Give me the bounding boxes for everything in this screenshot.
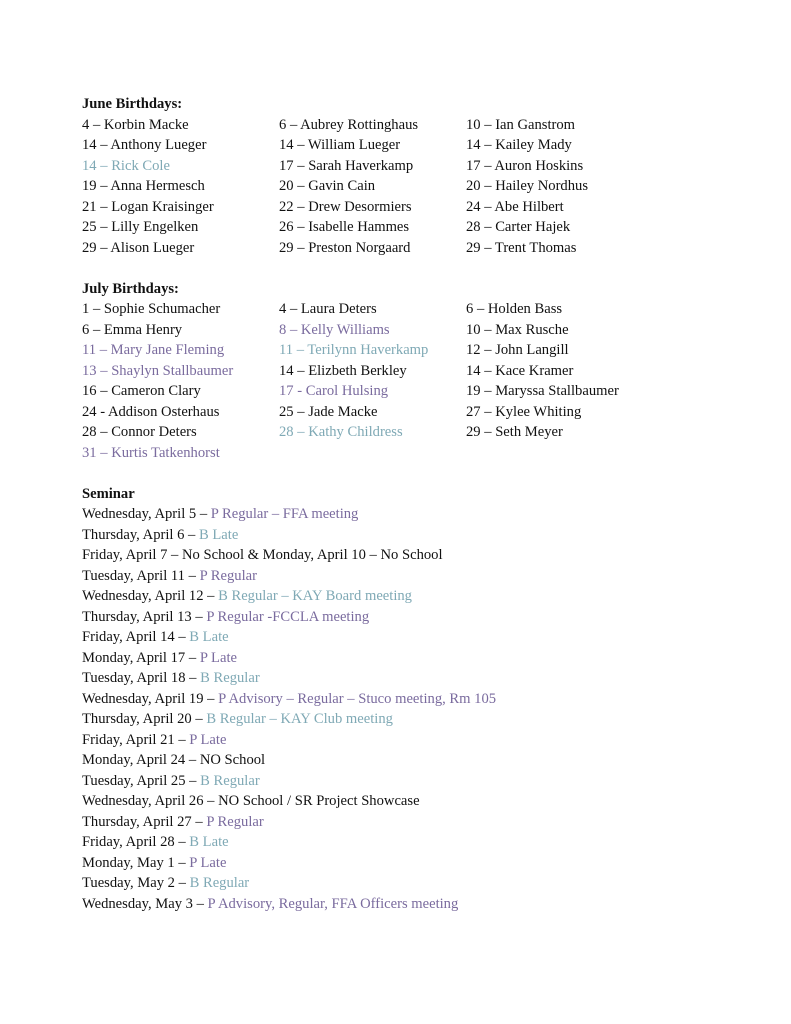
birthday-entry: 22 – Drew Desormiers <box>279 198 412 215</box>
seminar-detail: B Late <box>199 526 239 543</box>
seminar-detail: P Advisory, Regular, FFA Officers meeting <box>207 895 459 912</box>
seminar-row <box>82 504 762 525</box>
birthday-entry: 24 – Abe Hilbert <box>466 198 564 215</box>
seminar-detail: P Advisory – Regular – Stuco meeting, Rm 105 <box>218 690 497 707</box>
birthday-entry: 4 – Laura Deters <box>279 301 377 317</box>
seminar-detail: B Regular <box>200 772 260 789</box>
seminar-row <box>82 545 762 566</box>
birthday-entry: 28 – Connor Deters <box>82 424 197 440</box>
birthday-entry: 14 – Kailey Mady <box>466 137 572 153</box>
section-spacer <box>82 258 762 279</box>
seminar-date: Wednesday, April 12 – <box>82 588 219 604</box>
birthday-entry: 17 – Sarah Haverkamp <box>279 157 414 174</box>
seminar-detail: P Late <box>189 854 227 871</box>
seminar-date: Thursday, April 27 – <box>82 813 207 830</box>
birthday-entry: 13 – Shaylyn Stallbaumer <box>82 362 234 379</box>
seminar-detail: P Regular – FFA meeting <box>210 506 359 522</box>
birthday-entry: 6 – Holden Bass <box>466 301 563 317</box>
seminar-detail: P Regular <box>199 567 257 584</box>
seminar-row <box>82 627 762 648</box>
birthday-entry: 29 – Alison Lueger <box>82 239 195 256</box>
birthday-entry: 31 – Kurtis Tatkenhorst <box>82 444 220 461</box>
june-birthdays-heading: June Birthdays: <box>82 96 183 112</box>
july-birthdays-section <box>82 279 762 464</box>
document-page <box>82 94 762 914</box>
seminar-date: Wednesday, April 19 – <box>82 690 219 707</box>
seminar-row <box>82 566 762 587</box>
birthday-entry: 14 – Elizbeth Berkley <box>279 362 407 379</box>
seminar-row <box>82 668 762 689</box>
seminar-detail: P Regular -FCCLA meeting <box>206 608 370 625</box>
birthday-entry: 11 – Mary Jane Fleming <box>82 342 225 358</box>
june-birthdays-section <box>82 94 762 258</box>
seminar-detail: B Regular – KAY Club meeting <box>206 711 393 727</box>
birthday-entry: 28 – Carter Hajek <box>466 219 571 235</box>
seminar-row <box>82 853 762 874</box>
birthday-entry: 14 – Rick Cole <box>82 157 170 174</box>
seminar-date: Friday, April 14 – <box>82 629 190 645</box>
seminar-date: Friday, April 28 – <box>82 834 190 850</box>
seminar-row <box>82 730 762 751</box>
birthday-entry: 24 - Addison Osterhaus <box>82 403 220 420</box>
birthday-entry: 12 – John Langill <box>466 342 569 358</box>
birthday-entry: 11 – Terilynn Haverkamp <box>279 342 429 358</box>
birthday-entry: 6 – Aubrey Rottinghaus <box>279 116 419 133</box>
july-birthdays-grid <box>82 299 762 463</box>
birthday-entry: 10 – Max Rusche <box>466 321 569 338</box>
birthday-entry: 28 – Kathy Childress <box>279 424 403 440</box>
birthday-entry: 21 – Logan Kraisinger <box>82 198 214 215</box>
birthday-entry: 14 – William Lueger <box>279 137 401 153</box>
seminar-row <box>82 791 762 812</box>
seminar-date: Monday, April 24 – NO School <box>82 752 266 768</box>
seminar-detail: B Regular <box>200 670 260 686</box>
seminar-row <box>82 648 762 669</box>
seminar-detail: P Late <box>199 649 237 666</box>
seminar-date: Wednesday, April 26 – NO School / SR Project Showcase <box>82 793 420 809</box>
seminar-row <box>82 607 762 628</box>
seminar-row <box>82 709 762 730</box>
seminar-detail: B Regular <box>189 875 250 891</box>
seminar-row <box>82 873 762 894</box>
birthday-entry: 25 – Jade Macke <box>279 403 378 420</box>
seminar-row <box>82 750 762 771</box>
seminar-date: Friday, April 21 – <box>82 731 190 748</box>
seminar-date: Monday, May 1 – <box>82 854 190 871</box>
seminar-detail: P Regular <box>206 813 264 830</box>
seminar-row <box>82 586 762 607</box>
seminar-row <box>82 525 762 546</box>
seminar-heading: Seminar <box>82 485 135 502</box>
birthday-entry: 14 – Anthony Lueger <box>82 137 207 153</box>
seminar-detail: P Late <box>189 731 227 748</box>
seminar-row <box>82 689 762 710</box>
seminar-row <box>82 894 762 915</box>
section-spacer <box>82 463 762 484</box>
seminar-row <box>82 812 762 833</box>
seminar-detail: B Regular – KAY Board meeting <box>218 588 412 604</box>
birthday-entry: 26 – Isabelle Hammes <box>279 219 410 235</box>
birthday-entry-empty <box>279 443 466 464</box>
birthday-entry: 29 – Trent Thomas <box>466 239 577 256</box>
seminar-row <box>82 832 762 853</box>
birthday-entry: 14 – Kace Kramer <box>466 362 574 379</box>
birthday-entry: 29 – Preston Norgaard <box>279 239 411 256</box>
birthday-entry: 20 – Hailey Nordhus <box>466 178 589 194</box>
seminar-date: Wednesday, April 5 – <box>82 506 211 522</box>
birthday-entry: 6 – Emma Henry <box>82 321 183 338</box>
birthday-entry: 1 – Sophie Schumacher <box>82 301 221 317</box>
birthday-entry: 19 – Maryssa Stallbaumer <box>466 383 619 399</box>
birthday-entry: 17 - Carol Hulsing <box>279 383 389 399</box>
seminar-date: Monday, April 17 – <box>82 649 200 666</box>
birthday-entry: 8 – Kelly Williams <box>279 321 390 338</box>
seminar-date: Thursday, April 13 – <box>82 608 207 625</box>
seminar-date: Tuesday, April 25 – <box>82 772 201 789</box>
july-birthdays-heading: July Birthdays: <box>82 280 179 297</box>
birthday-entry: 10 – Ian Ganstrom <box>466 116 576 133</box>
birthday-entry: 20 – Gavin Cain <box>279 178 376 194</box>
seminar-date: Tuesday, April 18 – <box>82 670 201 686</box>
seminar-date: Friday, April 7 – No School & Monday, April 10 – No School <box>82 547 443 563</box>
seminar-date: Thursday, April 20 – <box>82 711 207 727</box>
seminar-detail: B Late <box>189 629 229 645</box>
birthday-entry: 16 – Cameron Clary <box>82 383 201 399</box>
birthday-entry: 25 – Lilly Engelken <box>82 219 199 235</box>
birthday-entry: 29 – Seth Meyer <box>466 424 563 440</box>
birthday-entry: 19 – Anna Hermesch <box>82 178 205 194</box>
seminar-date: Tuesday, April 11 – <box>82 567 200 584</box>
seminar-detail: B Late <box>189 834 229 850</box>
birthday-entry: 27 – Kylee Whiting <box>466 403 582 420</box>
seminar-row <box>82 771 762 792</box>
seminar-date: Thursday, April 6 – <box>82 526 200 543</box>
birthday-entry-empty <box>466 443 666 464</box>
birthday-entry: 4 – Korbin Macke <box>82 116 189 133</box>
june-birthdays-grid <box>82 115 762 259</box>
seminar-section <box>82 484 762 915</box>
seminar-date: Tuesday, May 2 – <box>82 875 190 891</box>
seminar-date: Wednesday, May 3 – <box>82 895 208 912</box>
birthday-entry: 17 – Auron Hoskins <box>466 157 584 174</box>
